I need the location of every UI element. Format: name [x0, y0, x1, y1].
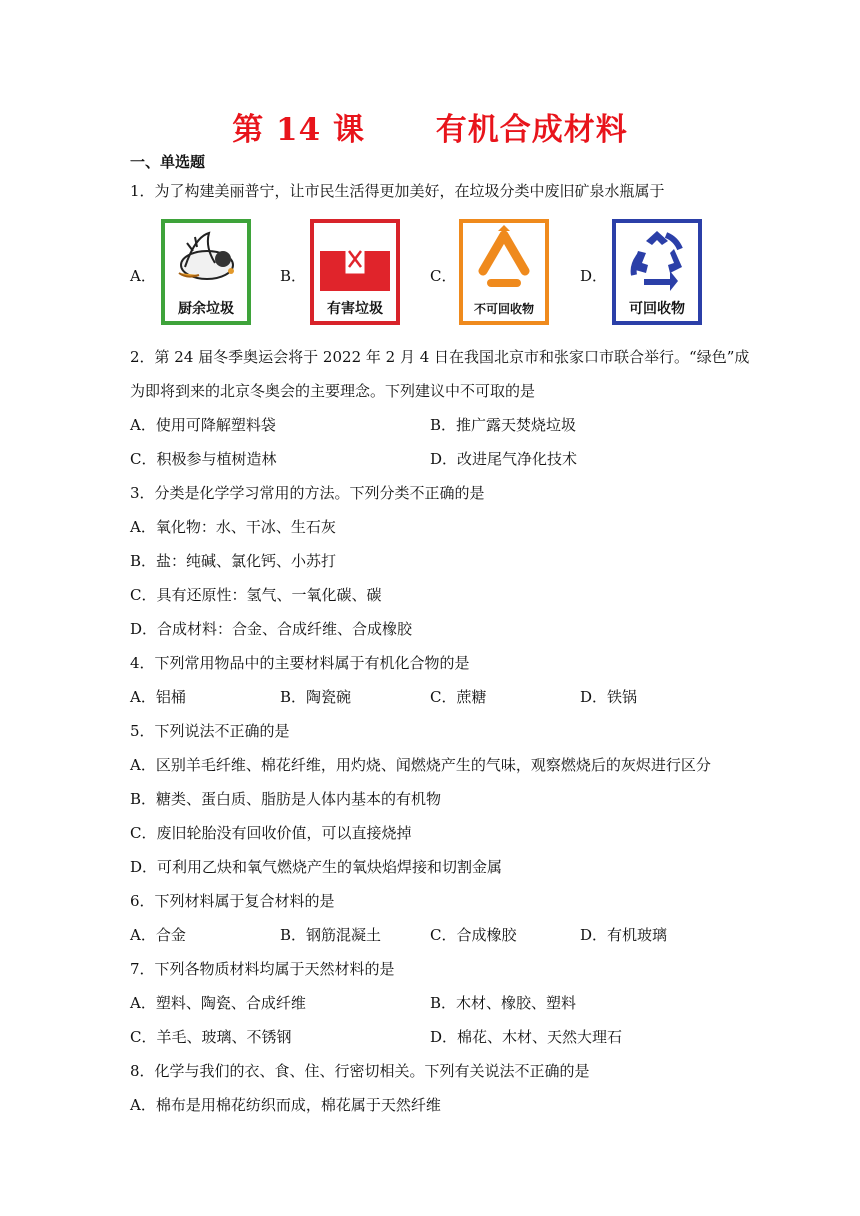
q1-option-d-label: D． — [580, 267, 608, 285]
q4-option-a: A．铝桶 — [130, 688, 186, 706]
q4-option-b: B．陶瓷碗 — [280, 688, 352, 706]
question-8-stem: 8．化学与我们的衣、食、住、行密切相关。下列有关说法不正确的是 — [130, 1062, 590, 1080]
non-recyclable-bin-icon — [459, 219, 549, 325]
bin-d-caption: 可回收物 — [616, 297, 698, 321]
q1-option-c-label: C． — [430, 267, 457, 285]
q5-option-a: A．区别羊毛纤维、棉花纤维，用灼烧、闻燃烧产生的气味，观察燃烧后的灰烬进行区分 — [130, 756, 711, 774]
q5-option-b: B．糖类、蛋白质、脂肪是人体内基本的有机物 — [130, 790, 442, 808]
question-1-stem: 1．为了构建美丽普宁，让市民生活得更加美好，在垃圾分类中废旧矿泉水瓶属于 — [130, 182, 665, 200]
q3-option-d: D．合成材料：合金、合成纤维、合成橡胶 — [130, 620, 413, 638]
q2-option-b: B．推广露天焚烧垃圾 — [430, 416, 577, 434]
question-5-stem: 5．下列说法不正确的是 — [130, 722, 290, 740]
question-6-stem: 6．下列材料属于复合材料的是 — [130, 892, 335, 910]
q6-option-d: D．有机玻璃 — [580, 926, 668, 944]
q8-option-a: A．棉布是用棉花纺织而成，棉花属于天然纤维 — [130, 1096, 441, 1114]
q1-option-a-label: A． — [130, 267, 156, 285]
q1-option-b-label: B． — [280, 267, 307, 285]
q4-option-c: C．蔗糖 — [430, 688, 487, 706]
question-7-stem: 7．下列各物质材料均属于天然材料的是 — [130, 960, 395, 978]
section-heading: 一、单选题 — [130, 153, 206, 171]
q7-option-d: D．棉花、木材、天然大理石 — [430, 1028, 623, 1046]
q4-option-d: D．铁锅 — [580, 688, 638, 706]
q5-option-c: C．废旧轮胎没有回收价值，可以直接烧掉 — [130, 824, 412, 842]
q3-option-b: B．盐：纯碱、氯化钙、小苏打 — [130, 552, 337, 570]
bin-b-caption: 有害垃圾 — [314, 297, 396, 321]
q2-option-c: C．积极参与植树造林 — [130, 450, 277, 468]
q7-option-a: A．塑料、陶瓷、合成纤维 — [130, 994, 306, 1012]
kitchen-waste-icon — [165, 223, 247, 297]
q2-option-a: A．使用可降解塑料袋 — [130, 416, 276, 434]
kitchen-waste-bin-icon — [161, 219, 251, 325]
non-recyclable-icon — [463, 223, 545, 297]
q7-option-c: C．羊毛、玻璃、不锈钢 — [130, 1028, 292, 1046]
page-title: 第 14 课 有机合成材料 — [232, 112, 628, 148]
bin-c-caption: 不可回收物 — [463, 297, 545, 321]
question-4-stem: 4．下列常用物品中的主要材料属于有机化合物的是 — [130, 654, 470, 672]
q6-option-a: A．合金 — [130, 926, 186, 944]
q6-option-c: C．合成橡胶 — [430, 926, 517, 944]
question-2-stem-line-2: 为即将到来的北京冬奥会的主要理念。下列建议中不可取的是 — [130, 382, 536, 400]
hazardous-waste-icon — [314, 223, 396, 297]
recycle-icon — [616, 223, 698, 297]
q6-option-b: B．钢筋混凝土 — [280, 926, 382, 944]
q7-option-b: B．木材、橡胶、塑料 — [430, 994, 577, 1012]
hazardous-waste-bin-icon — [310, 219, 400, 325]
question-3-stem: 3．分类是化学学习常用的方法。下列分类不正确的是 — [130, 484, 485, 502]
q3-option-c: C．具有还原性：氢气、一氧化碳、碳 — [130, 586, 382, 604]
q2-option-d: D．改进尾气净化技术 — [430, 450, 578, 468]
bin-a-caption: 厨余垃圾 — [165, 297, 247, 321]
question-2-stem-line-1: 2．第 24 届冬季奥运会将于 2022 年 2 月 4 日在我国北京市和张家口市联合举行。“绿色”成 — [130, 348, 750, 366]
q5-option-d: D．可利用乙炔和氧气燃烧产生的氧炔焰焊接和切割金属 — [130, 858, 503, 876]
q3-option-a: A．氧化物：水、干冰、生石灰 — [130, 518, 336, 536]
recyclable-bin-icon — [612, 219, 702, 325]
